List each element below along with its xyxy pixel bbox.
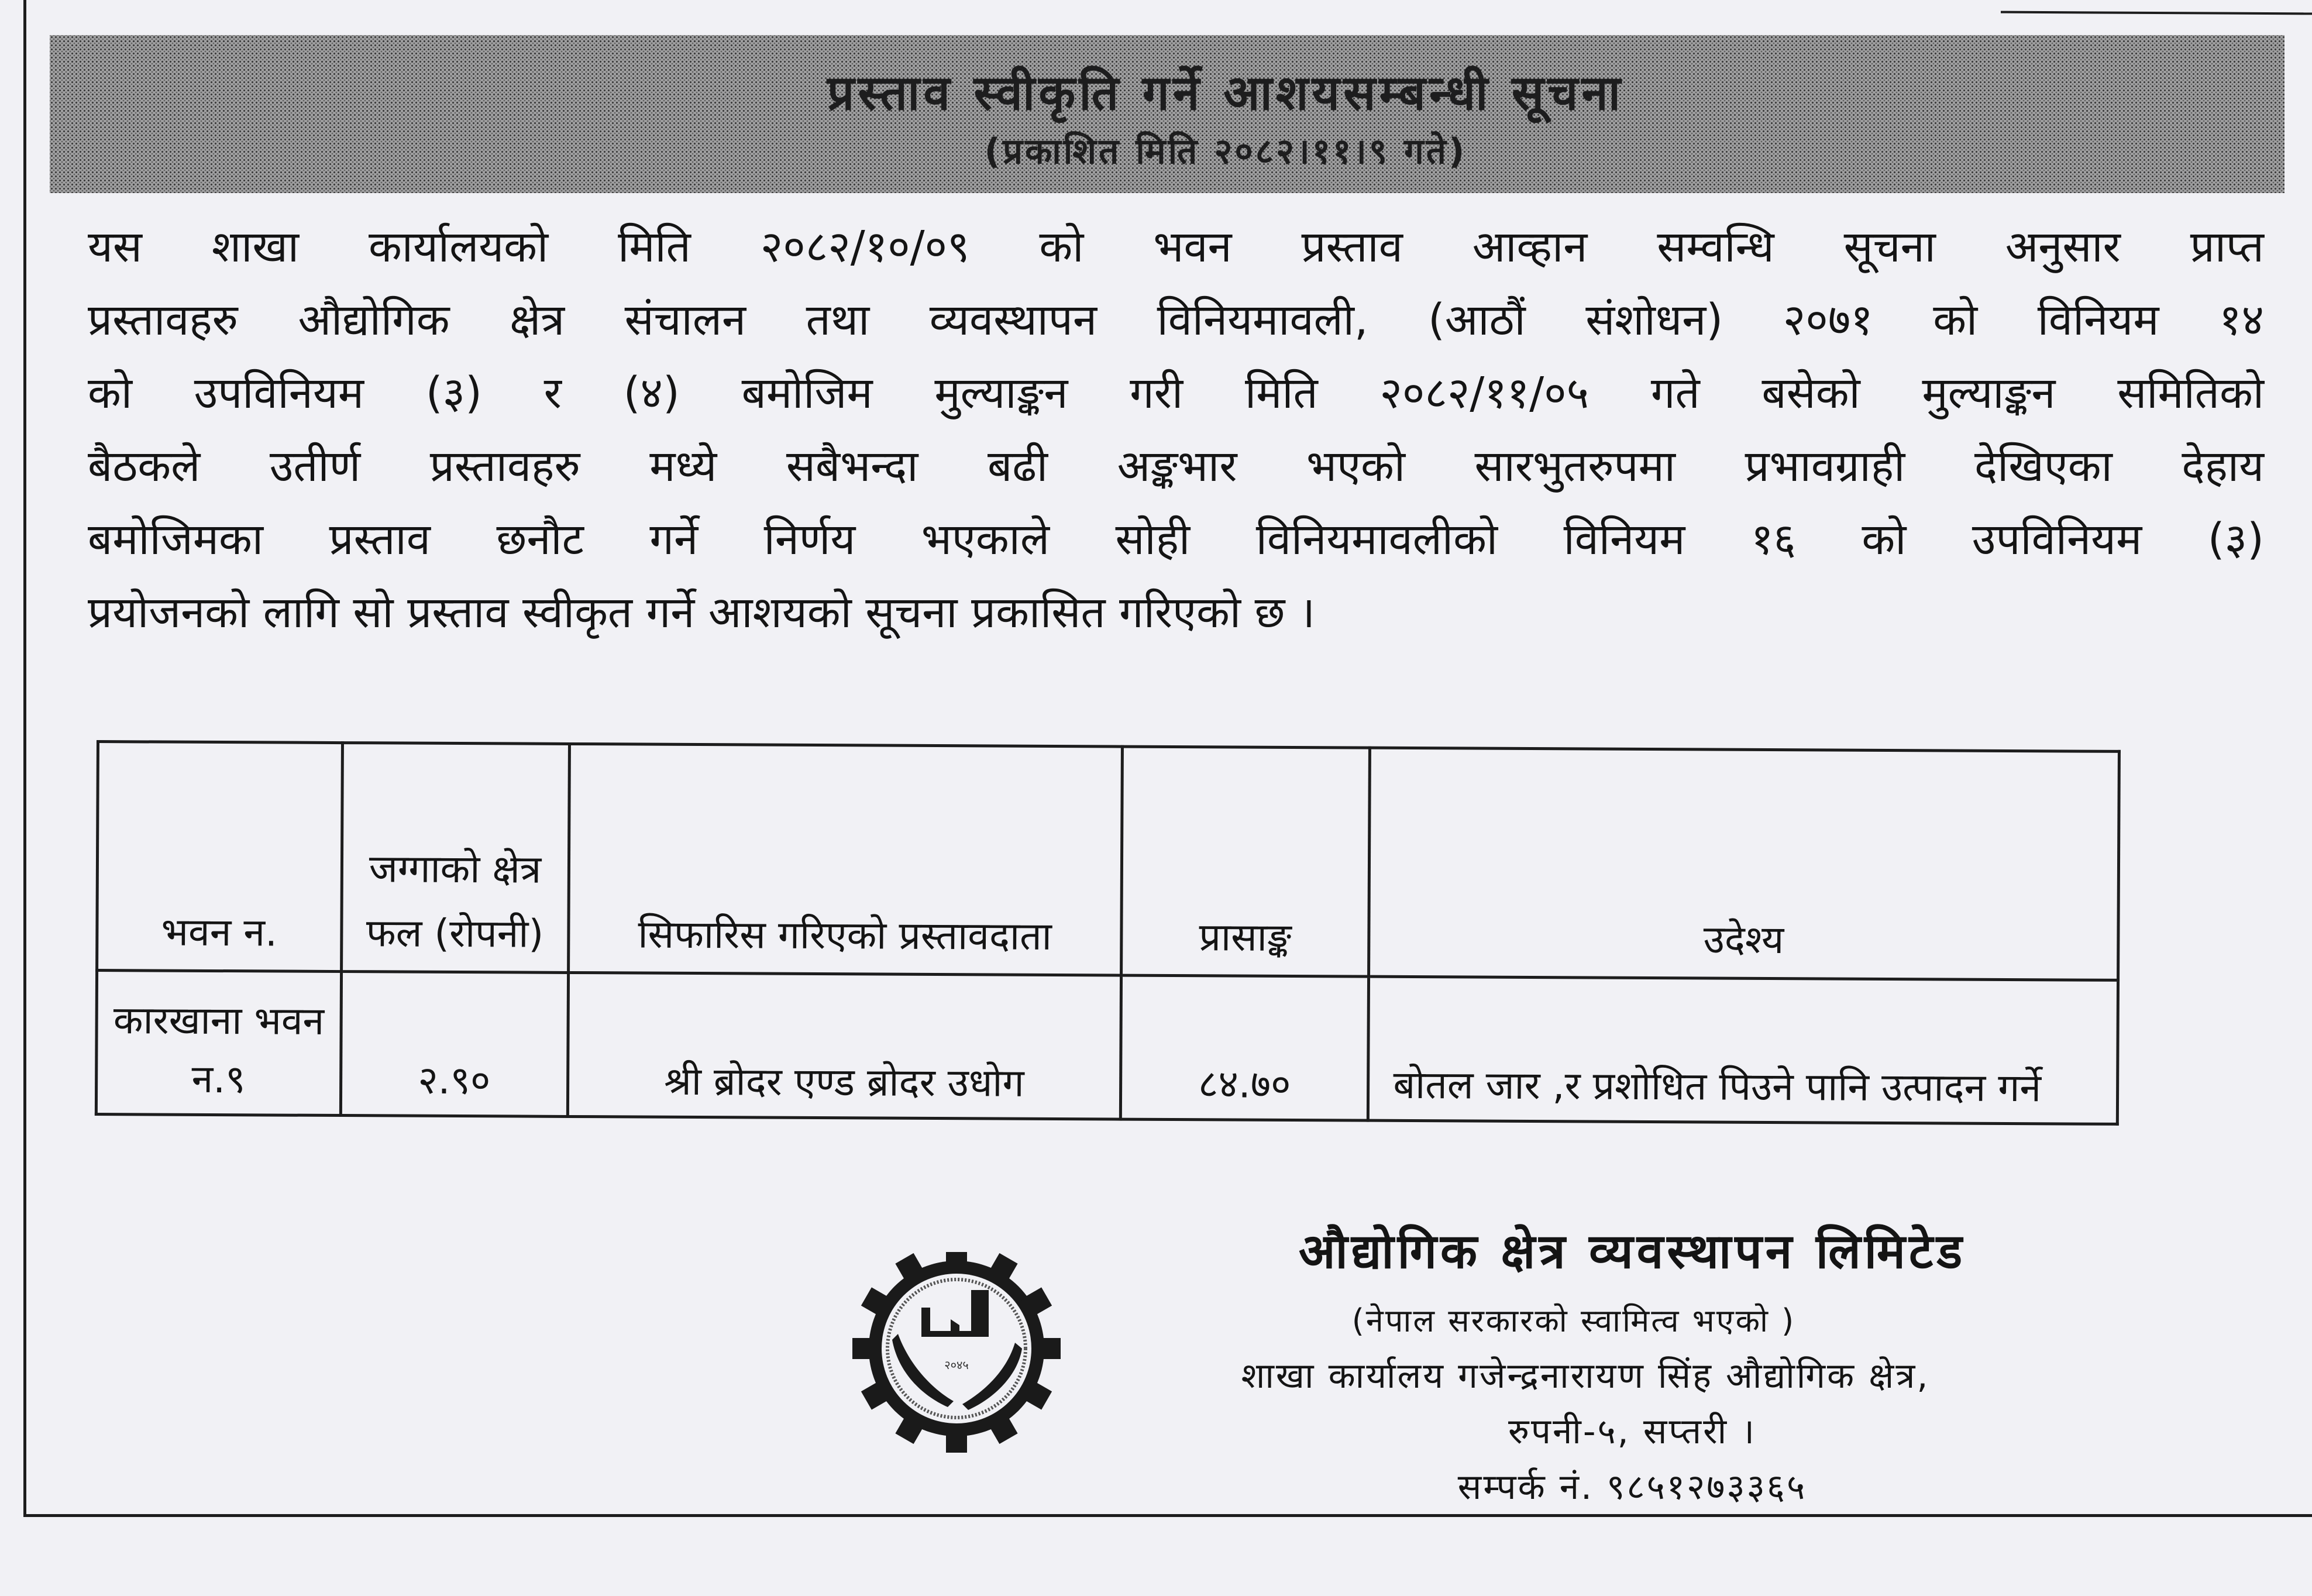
contact-number: सम्पर्क नं. ९८५१२७३३६५ [1457, 1467, 1807, 1508]
header-building-no: भवन न. [97, 742, 343, 972]
notice-title: प्रस्ताव स्वीकृति गर्ने आशयसम्बन्धी सूचना [827, 66, 1625, 121]
publication-date: (प्रकाशित मिति २०८२।११।९ गते) [984, 131, 1467, 172]
office-name: शाखा कार्यालय गजेन्द्रनारायण सिंह औद्योगिक क्षेत्र, [1241, 1356, 1930, 1396]
body-line: प्रयोजनको लागि सो प्रस्ताव स्वीकृत गर्ने आशयको सूचना प्रकासित गरिएको छ । [88, 587, 1316, 638]
table-row [96, 971, 2118, 1124]
office-address: रुपनी-५, सप्तरी । [1508, 1411, 1756, 1452]
body-line: यस शाखा कार्यालयको मिति २०८२/१०/०९ को भवन प्रस्ताव आव्हान सम्वन्धि सूचना अनुसार प्राप्त [88, 222, 2264, 272]
issuer-block [1158, 1217, 2106, 1515]
table-header-row [97, 742, 2120, 981]
cell-proposer: श्री ब्रोदर एण्ड ब्रोदर उधोग [567, 972, 1121, 1119]
notice-body [88, 211, 2264, 649]
proposal-table [95, 740, 2121, 1126]
cell-building-no: कारखाना भवन न.९ [96, 971, 341, 1116]
organization-name: औद्योगिक क्षेत्र व्यवस्थापन लिमिटेड [1298, 1224, 1966, 1279]
cell-purpose: बोतल जार ,र प्रशोधित पिउने पानि उत्पादन गर्ने [1368, 976, 2118, 1124]
header-proposer: सिफारिस गरिएको प्रस्तावदाता [568, 744, 1122, 975]
header-score: प्रासाङ्क [1121, 747, 1370, 976]
header-land-area: जग्गाको क्षेत्र फल (रोपनी) [341, 743, 569, 973]
industrial-gear-emblem-icon [825, 1252, 1106, 1498]
body-line: को उपविनियम (३) र (४) बमोजिम मुल्याङ्कन गरी मिति २०८२/११/०५ गते बसेको मुल्याङ्कन समितिको [88, 368, 2264, 418]
body-line: बैठकले उतीर्ण प्रस्तावहरु मध्ये सबैभन्दा बढी अङ्कभार भएको सारभुतरुपमा प्रभावग्राही देखिएका देहाय [88, 441, 2264, 491]
svg-text:२०४५: २०४५ [944, 1358, 969, 1372]
notice-header-band [50, 35, 2285, 193]
header-purpose: उदेश्य [1369, 748, 2120, 980]
body-line: बमोजिमका प्रस्ताव छनौट गर्ने निर्णय भएकाले सोही विनियमावलीको विनियम १६ को उपविनियम (३) [88, 514, 2264, 565]
cell-land-area: २.९० [340, 972, 568, 1117]
ownership-note: (नेपाल सरकारको स्वामित्व भएको ) [1351, 1302, 1796, 1339]
body-line: प्रस्तावहरु औद्योगिक क्षेत्र संचालन तथा व्यवस्थापन विनियमावली, (आठौं संशोधन) २०७१ को विनियम १४ [88, 295, 2264, 345]
cell-score: ८४.७० [1120, 975, 1369, 1120]
